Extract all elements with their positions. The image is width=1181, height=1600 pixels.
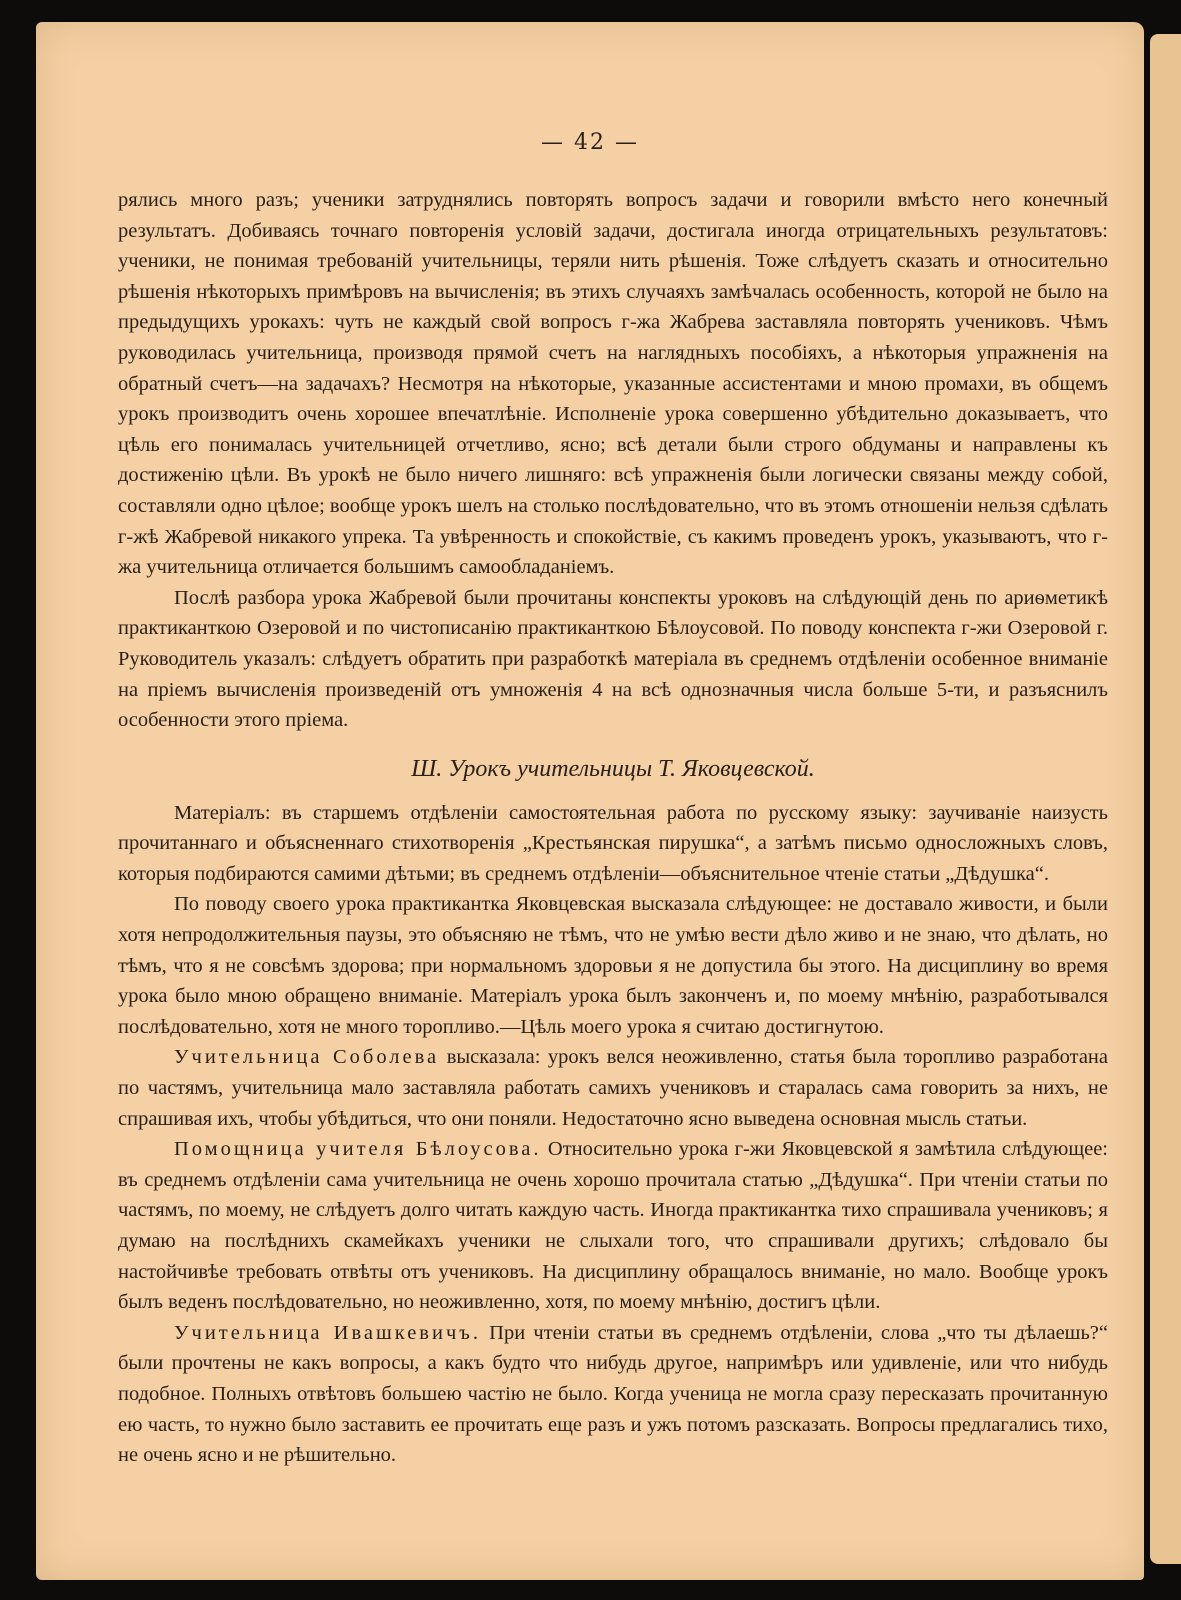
paragraph-1: рялись много разъ; ученики затруднялись повторять вопросъ задачи и говорили вмѣсто него конечный результатъ. Добиваясь точнаго повторенія условій задачи, достигала иногда отрицательныхъ результатовъ: ученики, не понимая требованій учительницы, теряли нить рѣшенія. Тоже слѣдуетъ сказать и относительно рѣшенія нѣкоторыхъ примѣровъ на вычисленія; въ этихъ случаяхъ замѣчалась особенность, которой не было на предыдущихъ урокахъ: чуть не каждый свой вопросъ г-жа Жабрева заставляла повторять учениковъ. Чѣмъ руководилась учительница, производя прямой счетъ на наглядныхъ пособіяхъ, а нѣкоторыя упражненія на обратный счетъ—на задачахъ? Несмотря на нѣкоторые, указанные ассистентами и мною промахи, въ общемъ урокъ производитъ очень хорошее впечатлѣніе. Исполненіе урока совершенно убѣдительно доказываетъ, что цѣль его понималась учительницей отчетливо, ясно; всѣ детали были строго обдуманы и направлены къ достиженію цѣли. Въ урокѣ не было ничего лишняго: всѣ упражненія были логически связаны между собой, составляли одно цѣлое; вообще урокъ шелъ на столько послѣдовательно, что въ этомъ отношеніи нельзя сдѣлать г-жѣ Жабревой никакого упрека. Та увѣренность и спокойствіе, съ какимъ проведенъ урокъ, указываютъ, что г-жа учительница отличается большимъ самообладаніемъ.: [118, 189, 1108, 579]
paragraph-4: По поводу своего урока практикантка Яковцевская высказала слѣдующее: не доставало живости, и были хотя непродолжительныя паузы, это объясняю не тѣмъ, что не умѣю вести дѣло живо и не знаю, что дѣлать, но тѣмъ, что я не совсѣмъ здорова; при нормальномъ здоровьи я не допустила бы этого. На дисциплину во время урока было мною обращено вниманіе. Матеріалъ урока былъ законченъ и, по моему мнѣнію, разработывался послѣдовательно, хотя не много торопливо.—Цѣль моего урока я считаю достигнутою.: [118, 893, 1108, 1038]
paragraph-2: Послѣ разбора урока Жабревой были прочитаны конспекты уроковъ на слѣдующій день по ариѳметикѣ практиканткою Озеровой и по чистописанію практиканткою Бѣлоусовой. По поводу конспекта г-жи Озеровой г. Руководитель указалъ: слѣдуетъ обратить при разработкѣ матеріала въ среднемъ отдѣленіи особенное вниманіе на пріемъ вычисленія произведеній отъ умноженія 4 на всѣ однозначныя числа больше 5-ти, и разъяснилъ особенности этого пріема.: [118, 586, 1108, 732]
paragraph-5: [118, 1042, 1108, 1134]
speaker-ivashkevich: Учительница Ивашкевичъ.: [174, 1321, 481, 1344]
paragraph-7: [118, 1318, 1108, 1471]
paragraph-6-text: Относительно урока г-жи Яковцевской я замѣтила слѣдующее: въ среднемъ отдѣленіи сама учительница не очень хорошо прочитала статью „Дѣдушка“. При чтеніи статьи по частямъ, по моему, не слѣдуетъ долго читать каждую часть. Иногда практикантка тихо спрашивала учениковъ; я думаю на послѣднихъ скамейкахъ ученики не слыхали того, что спрашивали другихъ; слѣдовало бы настойчивѣе требовать отвѣты отъ учениковъ. На дисциплину обращалось вниманіе, но мало. Вообще урокъ былъ веденъ послѣдовательно, но неоживленно, хотя, по моему мнѣнію, достигъ цѣли.: [118, 1138, 1108, 1314]
speaker-belousova: Помощница учителя Бѣлоусова.: [174, 1138, 542, 1161]
section-heading: Ш. Урокъ учительницы Т. Яковцевской.: [411, 755, 815, 782]
next-page-edge: [1150, 34, 1181, 1564]
body-text: [118, 185, 1108, 1471]
document-page: [36, 22, 1144, 1580]
paragraph-3: Матеріалъ: въ старшемъ отдѣленіи самостоятельная работа по русскому языку: заучиваніе наизусть прочитаннаго и объясненнаго стихотворенія „Крестьянская пирушка“, а затѣмъ письмо односложныхъ словъ, которыя подбираются самими дѣтьми; въ среднемъ отдѣленіи—объяснительное чтеніе статьи „Дѣдушка“.: [118, 801, 1108, 885]
paragraph-6: [118, 1134, 1108, 1318]
speaker-sobolev: Учительница Соболева: [174, 1046, 440, 1069]
page-number: — 42 —: [541, 130, 639, 155]
paragraph-5-text: высказала: урокъ велся неоживленно, статья была торопливо разработана по частямъ, учительница мало заставляла работать самихъ учениковъ и старалась сама говорить за нихъ, не спрашивая ихъ, чтобы убѣдиться, что они поняли. Недостаточно ясно выведена основная мысль статьи.: [118, 1046, 1108, 1130]
paragraph-7-text: При чтеніи статьи въ среднемъ отдѣленіи, слова „что ты дѣлаешь?“ были прочтены не какъ вопросы, а какъ будто что нибудь другое, напримѣръ или удивленіе, или что нибудь подобное. Полныхъ отвѣтовъ большею частію не было. Когда ученица не могла сразу пересказать прочитанную ею часть, то нужно было заставить ее прочитать еще разъ и ужъ потомъ разсказать. Вопросы предлагались тихо, не очень ясно и не рѣшительно.: [118, 1321, 1108, 1467]
